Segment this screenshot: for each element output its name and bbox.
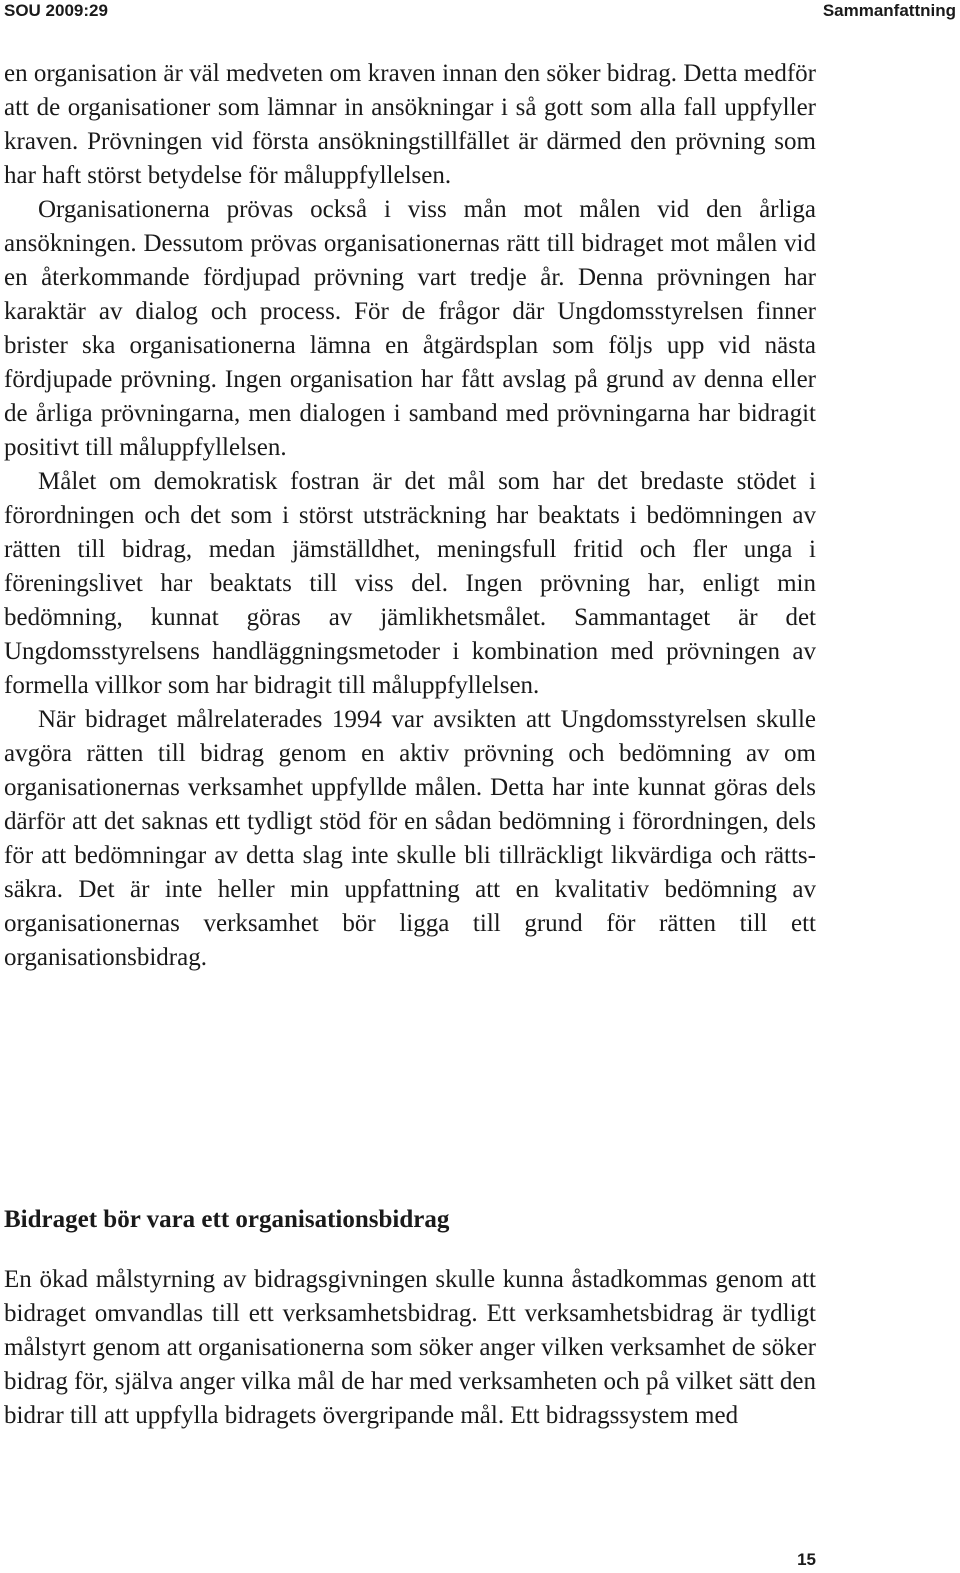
chapter-title: Sammanfattning [822, 1, 956, 20]
paragraph: en organisation är väl medveten om kraven innan den söker bidrag. Detta medför att de organisationer som lämnar in ansökningar i så gott som alla fall uppfyller kraven. Prövningen vid första ansökningstillfället är därmed den prövning som har haft störst betydelse för måluppfyllelsen. [4, 60, 816, 189]
document-series-label: SOU 2009:29 [4, 1, 108, 20]
paragraph: Organisationerna prövas också i viss mån mot målen vid den årliga ansökningen. Dessutom prövas organisationernas rätt till bidraget mot målen vid en återkommande fördjupad prövning vart tredje år. Denna prövningen har karaktär av dialog och process. För de frågor där Ungdomsstyrelsen finner brister ska organisationerna lämna en åtgärdsplan som följs upp vid nästa fördjupade prövning. Ingen organisation har fått avslag på grund av denna eller de årliga prövningarna, men dialogen i samband med prövningarna har bidragit positivt till måluppfyllelsen. [4, 196, 816, 461]
paragraph: När bidraget målrelaterades 1994 var avsikten att Ungdomsstyrelsen skulle avgöra rätten till bidrag genom en aktiv prövning och bedömning av om organisationernas verksamhet uppfyllde målen. Detta har inte kunnat göras dels därför att det saknas ett tydligt stöd för en sådan bedömning i förordningen, dels för att bedömningar av detta slag inte skulle bli tillräckligt likvärdiga och rättssäkra. Det är inte heller min uppfattning att en kvalitativ bedömning av organisationernas verksamhet bör ligga till grund för rätten till ett organisationsbidrag. [4, 706, 816, 971]
body-text [4, 57, 816, 975]
page-number: 15 [797, 1550, 816, 1569]
section-heading: Bidraget bör vara ett organisationsbidrag [4, 1206, 450, 1233]
paragraph: Målet om demokratisk fostran är det mål som har det bredaste stödet i förordningen och det som i störst utsträckning har beaktats i bedömningen av rätten till bidrag, medan jämställdhet, meningsfull fritid och fler unga i föreningslivet har beaktats till viss del. Ingen prövning har, enligt min bedömning, kunnat göras av jämlikhetsmålet. Sammantaget är det Ungdomsstyrelsens handläggningsmetoder i kombination med prövningen av formella villkor som har bidragit till måluppfyllelsen. [4, 468, 816, 699]
running-header [0, 0, 960, 24]
section-text [4, 1263, 816, 1433]
paragraph: En ökad målstyrning av bidragsgivningen skulle kunna åstadkommas genom att bidraget omvandlas till ett verksamhetsbidrag. Ett verksamhetsbidrag är tydligt målstyrt genom att organisationerna som söker anger vilken verksamhet de söker bidrag för, själva anger vilka mål de har med verksamheten och på vilket sätt den bidrar till att uppfylla bidragets övergripande mål. Ett bidragssystem med [4, 1266, 816, 1429]
